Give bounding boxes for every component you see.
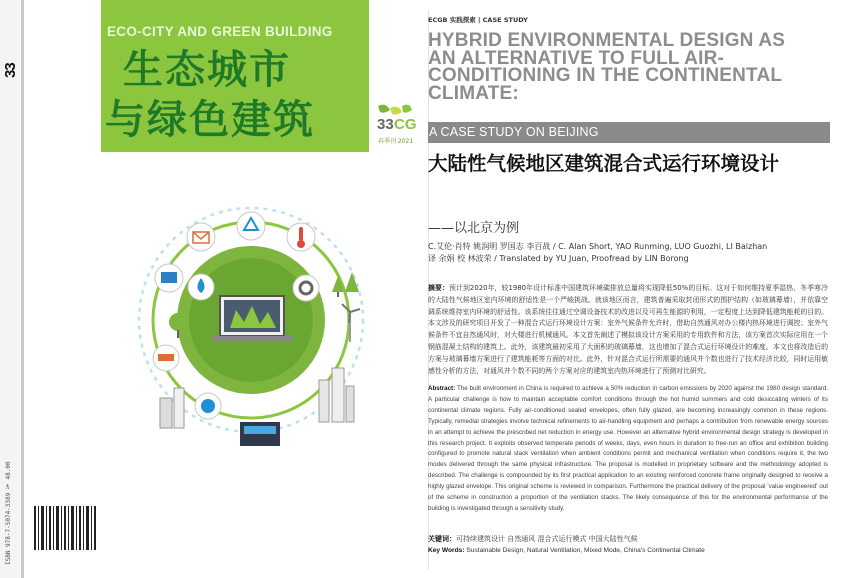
abstract-cn-text: 预计到2020年，较1980年设计标准中国建筑环境碳排放总量将实现降低50%的目标。这对于如何维持夏季湿热、冬季寒冷的大陆性气候地区室内环境的舒适性是一个严峻挑战。就该地区而言，建筑普遍采取封闭形式的围护结构（如玻璃幕墙），并依靠空调系统维持室内环境的舒适性。该系统往往通过空调设备技术的改进以及可再生能源的利用，一定程度上达到降低建筑能耗的目的。本文涉及的研究项目开发了一种混合式运行环境设计方案：室外气候条件允许时，借助自然通风对办公楼内热环境进行调控；室外气候条件不宜自然通风时，对大楼进行机械通风。本文首先阐述了模拟该设计方案采用的专用软件和方法，该方案首次实际应用在一个钢筋混凝土结构的建筑上。此外，该建筑最初采用了大面积的玻璃幕墙，这也增加了混合式运行环境设计的难度。本文也将改造后的方案与玻璃幕墙方案进行了建筑能耗等方面的对比。此外，针对混合式运行所需要的通风井个数也进行了技术经济比较，同时运用敏感性分析的方法，对通风井个数不同的两个方案对应的建筑室内热环境进行了预测对比研究。 xyxy=(428,284,828,375)
abstract-chinese xyxy=(428,283,828,377)
recycle-icon xyxy=(237,212,265,240)
cover-english-title: ECO-CITY AND GREEN BUILDING xyxy=(107,24,333,39)
wind-turbine-icon xyxy=(342,304,360,342)
abstract-en-text: The built environment in China is required to achieve a 50% reduction in carbon emissions by 2020 against the 1980 design standard. A particular challenge is how to maintain acceptable comfort conditions through the hot humid summers and cold desiccating winters of its continental climate regions. Fully air-conditioned sealed envelopes, often fully glazed, are becoming increasingly common in these regions. Typically, remedial strategies involve technical refinements to air-handling equipment and perhaps a contribution from renewable energy sources in an attempt to achieve the prescribed net reduction in energy use. However an alternative hybrid environmental design strategy is developed in this research project. It exploits observed temperate periods of weeks, days, even hours in duration to free-run an office and exhibition building configured to promote natural stack ventilation when ambient conditions permit and mechanical ventilation when conditions require it, the two modes delivered through the same physical infrastructure. The proposal is modelled in proprietary software and the methodology adopted is described. The challenge is compounded by its first practical application to an existing reinforced concrete frame originally designed to receive a highly glazed envelope. This original scheme is reviewed in comparison. Furthermore the practical delivery of the proposal 'value engineered' out of the scheme in construction a proportion of the ventilation stacks. The likely consequence of this for the environmental performance of the building is investigated through a sensitivity study. xyxy=(428,385,829,512)
keywords-cn-label: 关键词： xyxy=(428,535,456,543)
svg-text:33: 33 xyxy=(377,116,394,133)
barcode-icon xyxy=(28,498,102,570)
spine-isbn: ISBN 978-7-5074-3389 ￥ 48.00 xyxy=(5,461,12,565)
abstract-cn-label: 摘要： xyxy=(428,284,449,292)
article-english-subtitle: A CASE STUDY ON BEIJING xyxy=(429,125,599,139)
keywords-en-text: Sustainable Design, Natural Ventilation, Mixed Mode, China's Continental Climate xyxy=(466,547,705,554)
article-chinese-title: 大陆性气候地区建筑混合式运行环境设计 xyxy=(428,152,780,175)
article-english-title: HYBRID ENVIRONMENTAL DESIGN AS AN ALTERNATIVE TO FULL AIR-CONDITIONING IN THE CONTINENTAL CLIMATE: xyxy=(428,30,786,104)
cover-chinese-title-line1: 生态城市 xyxy=(123,47,291,93)
magazine-spine xyxy=(0,0,20,578)
section-header: ECGB 实践探索 | CASE STUDY xyxy=(428,16,528,24)
authors-line: C.艾伦·肖特 姚润明 罗国志 李百战 / C. Alan Short, YAO Runming, LUO Guozhi, LI Baizhan xyxy=(428,242,768,251)
building-icon xyxy=(160,388,184,428)
cover-chinese-title-line2: 与绿色建筑 xyxy=(105,97,315,143)
thermometer-icon xyxy=(287,223,315,251)
gear-icon xyxy=(293,275,319,301)
keywords-en-label: Key Words: xyxy=(428,547,465,554)
building-icon xyxy=(319,368,354,422)
cover-issue-label: 春季刊 2021 xyxy=(378,138,414,145)
keywords-english xyxy=(428,547,828,554)
article-page xyxy=(428,0,850,578)
mail-icon xyxy=(187,223,215,251)
abstract-english xyxy=(428,384,828,515)
translators-line: 译 余娟 校 林波荣 / Translated by YU Juan, Proofread by LIN Borong xyxy=(428,254,689,263)
svg-text:CG: CG xyxy=(394,116,417,133)
keywords-cn-text: 可持续建筑设计 自然通风 混合式运行模式 中国大陆性气候 xyxy=(456,535,638,543)
spine-issue-number: 33 xyxy=(2,63,19,78)
article-chinese-subtitle: ——以北京为例 xyxy=(428,221,520,236)
keywords-chinese xyxy=(428,534,828,544)
globe-icon xyxy=(195,393,221,419)
magazine-cover xyxy=(24,0,424,578)
cover-masthead xyxy=(101,0,369,152)
cover-illustration xyxy=(120,192,382,460)
laptop-icon xyxy=(212,296,292,342)
water-drop-icon xyxy=(188,274,214,300)
car-icon xyxy=(153,345,179,371)
solar-panel-icon xyxy=(155,264,183,292)
article-authors xyxy=(428,241,828,265)
eco-logo-icon xyxy=(376,102,417,133)
abstract-en-label: Abstract: xyxy=(428,385,456,392)
solar-house-icon xyxy=(240,422,280,446)
